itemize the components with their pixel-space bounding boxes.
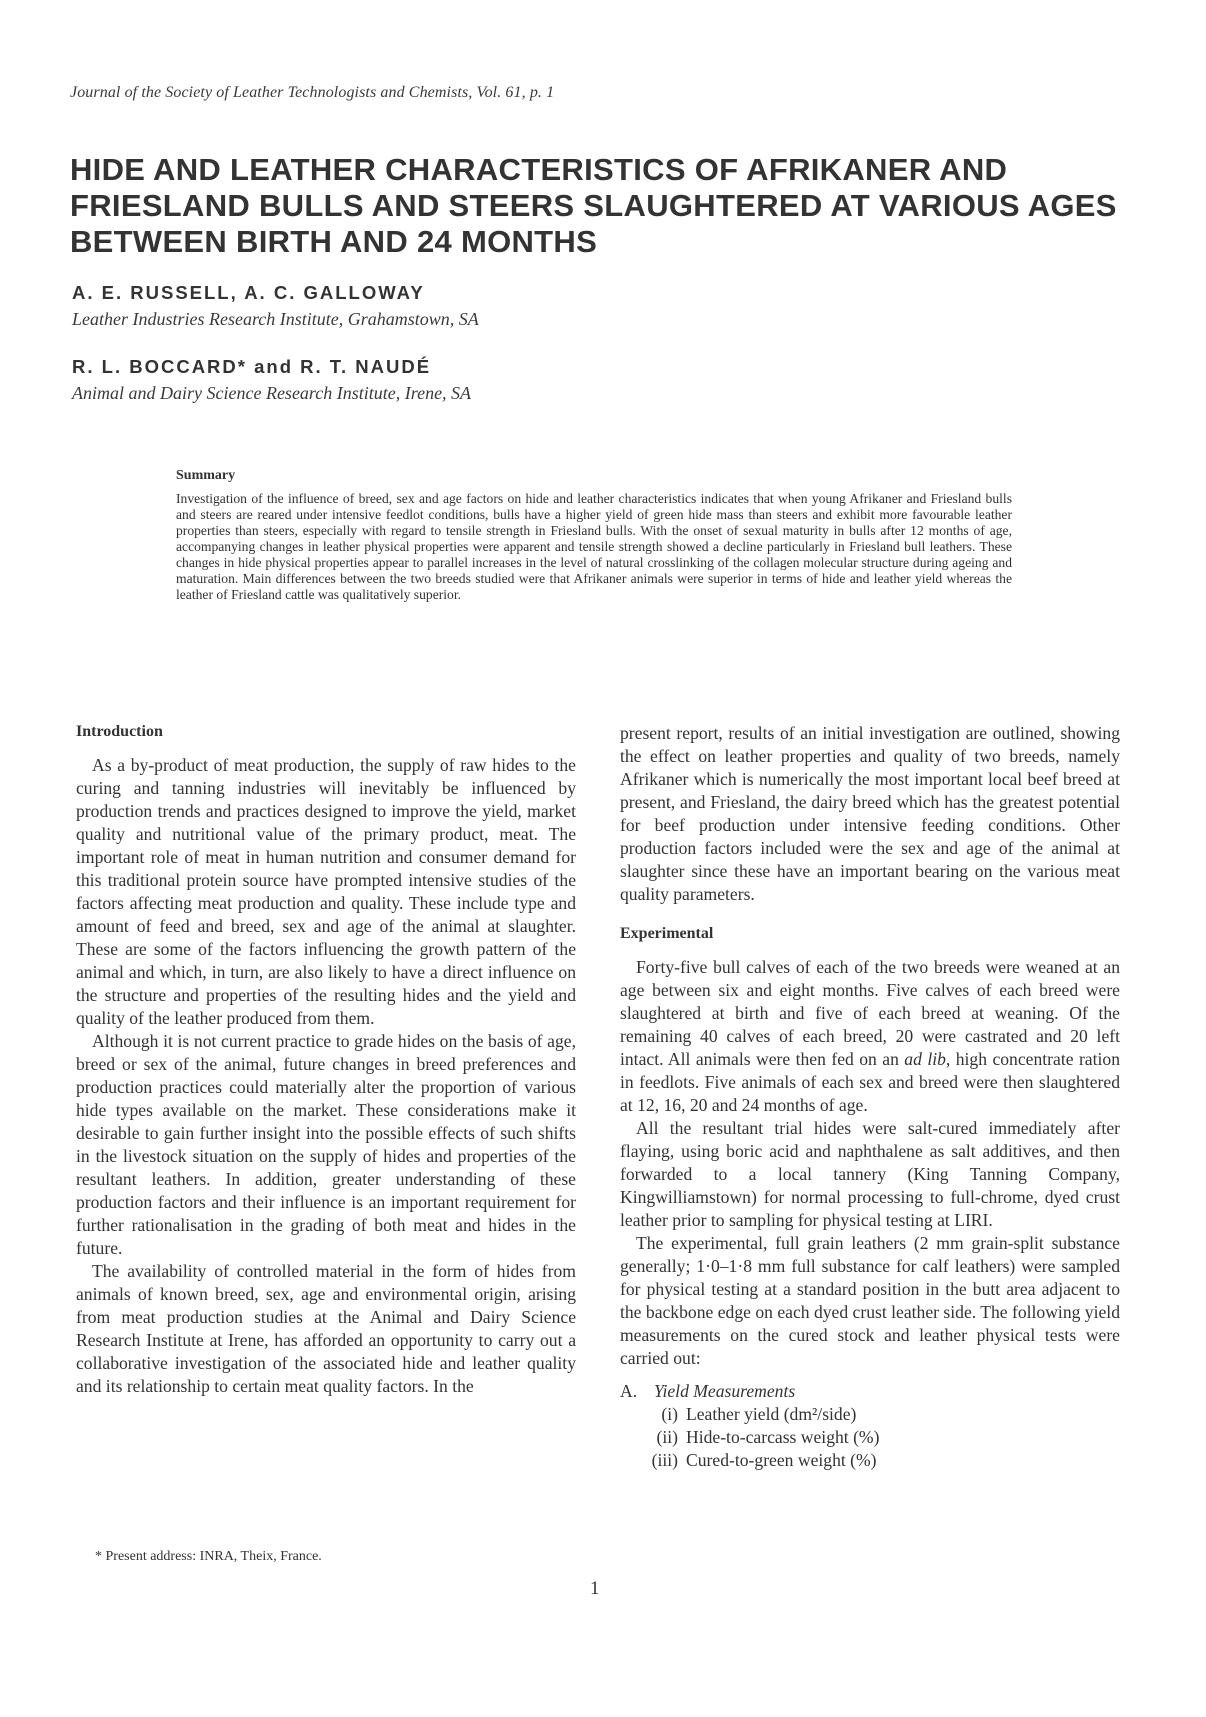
list-title: Yield Measurements [654, 1381, 796, 1401]
list-item-text: Leather yield (dm²/side) [686, 1404, 857, 1424]
text-span: Forty-five bull calves of each of the two breeds were weaned at an age between six and eight months. Five calves of each breed were slaughtered at birth and five of each breed at weaning. Of the remaining 40 calves of each breed, 20 were castrated and 20 left intact. All animals were then fed on an [620, 957, 1120, 1069]
experimental-heading: Experimental [620, 925, 714, 942]
experimental-paragraph-2: All the resultant trial hides were salt-cured immediately after flaying, using boric acid and naphthalene as salt additives, and then forwarded to a local tannery (King Tanning Company, Kingwilliamstown) for normal processing to full-chrome, dyed crust leather prior to sampling for physical testing at LIRI. [620, 1118, 1120, 1230]
summary-text: Investigation of the influence of breed, sex and age factors on hide and leather characteristics indicates that when young Afrikaner and Friesland bulls and steers are reared under intensive feedlot conditions, bulls have a higher yield of green hide mass than steers and exhibit more favourable leather properties than steers, especially with regard to tensile strength in Friesland bulls. With the onset of sexual maturity in bulls after 12 months of age, accompanying changes in leather physical properties were apparent and tensile strength showed a decline particularly in Friesland bull leathers. These changes in hide physical properties appear to parallel increases in the level of natural crosslinking of the collagen molecular structure during ageing and maturation. Main differences between the two breeds studied were that Afrikaner animals were superior in terms of hide and leather yield whereas the leather of Friesland cattle was qualitatively superior. [176, 491, 1012, 602]
text-span: , high concentrate ration in feedlots. Five animals of each sex and breed were then slaughtered at 12, 16, 20 and 24 months of age. [620, 1049, 1120, 1115]
introduction-heading: Introduction [76, 723, 163, 740]
list-item-number: (i) [661, 1404, 678, 1424]
intro-paragraph-3-continued: present report, results of an initial investigation are outlined, showing the effect on leather properties and quality of two breeds, namely Afrikaner which is numerically the most important local beef breed at present, and Friesland, the dairy breed which has the greatest potential for beef production under intensive feeding conditions. Other production factors included were the sex and age of the animal at slaughter since these have an important bearing on the various meat quality parameters. [620, 723, 1120, 904]
affiliation-1: Leather Industries Research Institute, Grahamstown, SA [72, 309, 479, 329]
experimental-paragraph-3: The experimental, full grain leathers (2 mm grain-split substance generally; 1·0–1·8 mm full substance for calf leathers) were sampled for physical testing at a standard position in the butt area adjacent to the backbone edge on each dyed crust leather side. The following yield measurements on the cured stock and leather physical tests were carried out: [620, 1233, 1120, 1368]
running-head: Journal of the Society of Leather Technologists and Chemists, Vol. 61, p. 1 [70, 84, 555, 101]
list-item-number: (ii) [656, 1427, 678, 1447]
list-heading [620, 1380, 1120, 1403]
list-item [620, 1403, 1120, 1426]
intro-paragraph-3: The availability of controlled material in the form of hides from animals of known breed, sex, age and environmental origin, arising from meat production studies at the Animal and Dairy Science Research Institute at Irene, has afforded an opportunity to carry out a collaborative investigation of the associated hide and leather quality and its relationship to certain meat quality factors. In the [76, 1261, 576, 1396]
yield-measurements-list [620, 1380, 1120, 1472]
article-title: HIDE AND LEATHER CHARACTERISTICS OF AFRIKANER AND FRIESLAND BULLS AND STEERS SLAUGHTERED AT VARIOUS AGES BETWEEN BIRTH AND 24 MONTHS [70, 152, 1117, 259]
affiliation-2: Animal and Dairy Science Research Institute, Irene, SA [72, 383, 472, 403]
list-label: A. [620, 1381, 638, 1401]
summary-heading: Summary [176, 468, 236, 483]
italic-term: ad lib [904, 1049, 946, 1069]
left-column [76, 722, 576, 1398]
summary-block [176, 468, 1012, 603]
right-column [620, 722, 1120, 1472]
list-item-text: Hide-to-carcass weight (%) [686, 1427, 880, 1447]
list-item-text: Cured-to-green weight (%) [686, 1450, 877, 1470]
page-number: 1 [590, 1578, 600, 1599]
intro-paragraph-1: As a by-product of meat production, the supply of raw hides to the curing and tanning industries will inevitably be influenced by production trends and practices designed to improve the yield, market quality and nutritional value of the primary product, meat. The important role of meat in human nutrition and consumer demand for this traditional protein source have prompted intensive studies of the factors affecting meat production and quality. These include type and amount of feed and breed, sex and age of the animal at slaughter. These are some of the factors influencing the growth pattern of the animal and which, in turn, are also likely to have a direct influence on the structure and properties of the resulting hides and the yield and quality of the leather produced from them. [76, 755, 576, 1028]
list-item [620, 1449, 1120, 1472]
author-line-1: A. E. RUSSELL, A. C. GALLOWAY [72, 282, 425, 303]
author-line-2: R. L. BOCCARD* and R. T. NAUDÉ [72, 356, 432, 377]
list-item-number: (iii) [651, 1450, 678, 1470]
intro-paragraph-2: Although it is not current practice to grade hides on the basis of age, breed or sex of the animal, future changes in breed preferences and production practices could materially alter the proportion of various hide types available on the market. These considerations make it desirable to gain further insight into the possible effects of such shifts in the livestock situation on the supply of hides and properties of the resultant leathers. In addition, greater understanding of these production factors and their influence is an important requirement for further rationalisation in the grading of both meat and hides in the future. [76, 1031, 576, 1258]
footnote: * Present address: INRA, Theix, France. [95, 1549, 322, 1564]
list-item [620, 1426, 1120, 1449]
experimental-paragraph-1 [620, 956, 1120, 1117]
